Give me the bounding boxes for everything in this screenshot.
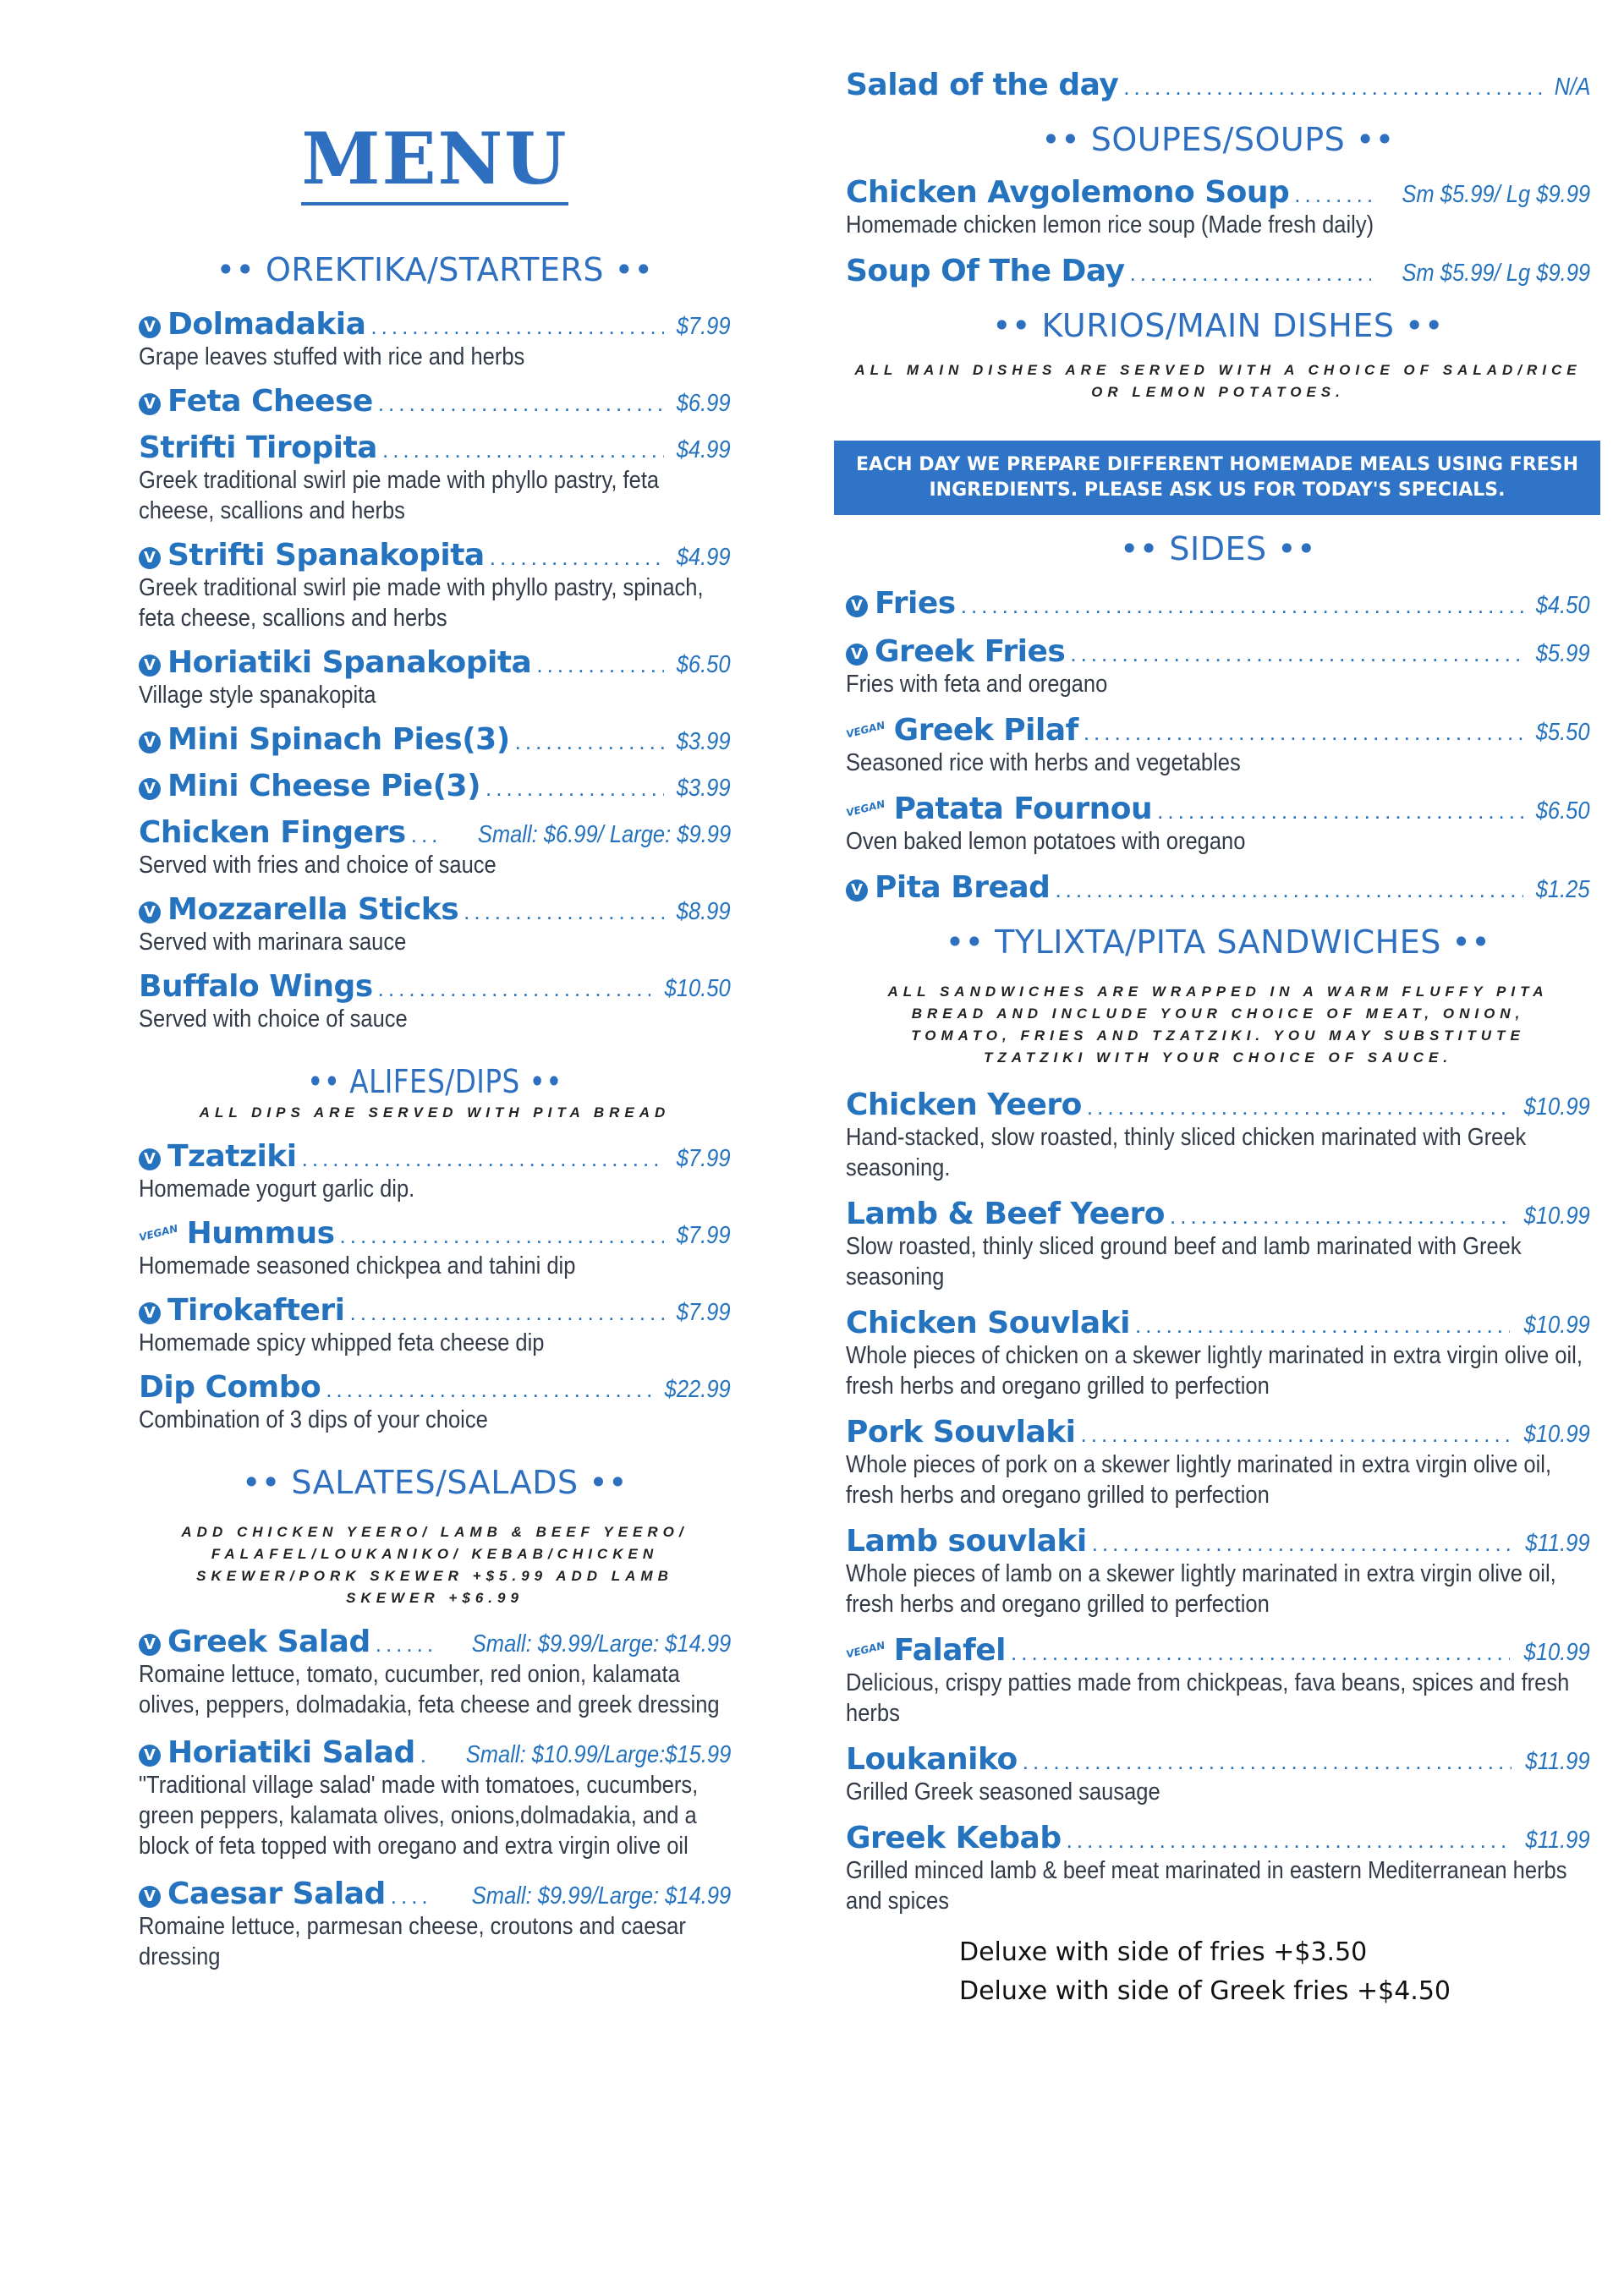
item-line [846, 1821, 1590, 1855]
leader-dots [515, 729, 665, 755]
item-price: N/A [1554, 74, 1590, 101]
item-description: Whole pieces of chicken on a skewer lightly marinated in extra virgin olive oil, fresh herbs and oregano grilled to perfection [846, 1342, 1583, 1400]
sides-list [846, 586, 1590, 905]
item-name: Chicken Avgolemono Soup [846, 175, 1290, 210]
item-line [139, 1216, 731, 1251]
menu-item [139, 645, 731, 710]
menu-item [139, 307, 731, 372]
leader-dots [376, 1631, 431, 1658]
menu-item [139, 384, 731, 419]
item-description: Homemade seasoned chickpea and tahini dip [139, 1252, 576, 1280]
item-line [846, 1742, 1590, 1777]
item-name: Lamb souvlaki [846, 1524, 1087, 1559]
item-price: Small: $9.99/Large: $14.99 [471, 1882, 731, 1910]
item-name: Loukaniko [846, 1742, 1018, 1777]
mains-note: ALL MAIN DISHES ARE SERVED WITH A CHOICE OF SALAD/RICE OR LEMON POTATOES. [854, 362, 1582, 400]
leader-dots [340, 1223, 665, 1249]
menu-item [139, 1877, 731, 1972]
item-line [139, 538, 731, 573]
leader-dots [486, 775, 664, 802]
item-price: $10.50 [664, 975, 731, 1002]
vegetarian-badge-icon: V [139, 655, 161, 677]
menu-item [846, 1821, 1590, 1916]
item-line [846, 1088, 1590, 1122]
item-price: Sm $5.99/ Lg $9.99 [1402, 181, 1590, 208]
item-price: $5.99 [1536, 640, 1590, 667]
item-name: Chicken Fingers [139, 815, 406, 850]
menu-item [846, 1742, 1590, 1807]
item-line [139, 1370, 731, 1405]
leader-dots [1157, 798, 1523, 825]
section-heading-starters: •• OREKTIKA/STARTERS •• [216, 251, 654, 288]
leader-dots [326, 1377, 650, 1403]
item-line [139, 1293, 731, 1328]
vegetarian-badge-icon: V [139, 547, 161, 569]
item-name: Feta Cheese [167, 384, 373, 419]
leader-dots [536, 652, 664, 678]
section-heading-salads: •• SALATES/SALADS •• [241, 1464, 628, 1501]
menu-item [846, 1633, 1590, 1729]
item-description: Romaine lettuce, tomato, cucumber, red onion, kalamata olives, peppers, dolmadakia, feta cheese and greek dressing [139, 1661, 720, 1718]
item-name: Buffalo Wings [139, 969, 373, 1004]
vegetarian-badge-icon: V [139, 316, 161, 338]
leader-dots [382, 437, 664, 463]
menu-item [846, 1306, 1590, 1401]
item-name: Dip Combo [139, 1370, 321, 1405]
menu-item [139, 1625, 731, 1720]
item-name: Dolmadakia [167, 307, 366, 342]
menu-item [846, 175, 1590, 240]
item-price: $10.99 [1523, 1639, 1590, 1666]
item-line [846, 254, 1590, 288]
item-description: Slow roasted, thinly sliced ground beef and lamb marinated with Greek seasoning [846, 1233, 1522, 1290]
vegetarian-badge-icon: V [139, 1634, 161, 1656]
item-line [139, 384, 731, 419]
menu-item [139, 538, 731, 633]
item-line [139, 722, 731, 757]
item-name: Falafel [893, 1633, 1006, 1668]
menu-item [139, 1293, 731, 1358]
item-line [139, 645, 731, 680]
item-name: Greek Kebab [846, 1821, 1062, 1855]
item-description: Greek traditional swirl pie made with phyllo pastry, feta cheese, scallions and herbs [139, 467, 660, 524]
vegetarian-badge-icon: V [846, 879, 868, 901]
item-description: Seasoned rice with herbs and vegetables [846, 749, 1241, 776]
leader-dots [1084, 720, 1524, 746]
left-column [139, 0, 731, 1972]
right-column [846, 0, 1590, 2011]
item-name: Greek Pilaf [893, 713, 1078, 748]
section-heading-mains: •• KURIOS/MAIN DISHES •• [992, 307, 1444, 344]
vegetarian-badge-icon: V [139, 1886, 161, 1908]
item-name: Chicken Souvlaki [846, 1306, 1130, 1340]
item-line [139, 815, 731, 850]
section-heading-sides: •• SIDES •• [1119, 530, 1317, 567]
item-price: $11.99 [1525, 1748, 1590, 1775]
vegetarian-badge-icon: V [139, 1302, 161, 1324]
vegetarian-badge-icon: V [846, 595, 868, 617]
item-line [846, 713, 1590, 748]
leader-dots [1070, 641, 1523, 667]
leader-dots [1170, 1203, 1510, 1230]
leader-dots [490, 545, 665, 571]
menu-item [139, 769, 731, 803]
item-line [139, 307, 731, 342]
item-description: Combination of 3 dips of your choice [139, 1406, 488, 1433]
item-price: $3.99 [677, 775, 731, 802]
item-line [139, 1139, 731, 1174]
leader-dots [420, 1742, 425, 1768]
item-price: $10.99 [1523, 1203, 1590, 1230]
item-description: Grilled Greek seasoned sausage [846, 1778, 1160, 1806]
item-name: Lamb & Beef Yeero [846, 1197, 1166, 1231]
menu-item [139, 722, 731, 757]
menu-item [139, 1735, 731, 1861]
leader-dots [1294, 182, 1371, 208]
vegan-badge-icon: VEGAN [844, 719, 886, 741]
leader-dots [350, 1300, 665, 1326]
item-price: $3.99 [677, 728, 731, 755]
item-line [846, 175, 1590, 210]
leader-dots [1081, 1422, 1511, 1448]
leader-dots [1023, 1749, 1512, 1775]
leader-dots [1092, 1531, 1512, 1557]
item-description: Homemade chicken lemon rice soup (Made fresh daily) [846, 211, 1374, 238]
item-name: Horiatiki Salad [167, 1735, 415, 1770]
leader-dots [464, 899, 664, 925]
salads-list [139, 1625, 731, 1972]
item-description: Grilled minced lamb & beef meat marinated in eastern Mediterranean herbs and spices [846, 1857, 1567, 1915]
item-description: Served with choice of sauce [139, 1006, 408, 1033]
dips-note: ALL DIPS ARE SERVED WITH PITA BREAD [199, 1104, 671, 1121]
item-name: Greek Salad [167, 1625, 370, 1659]
menu-item [139, 430, 731, 526]
leader-dots [378, 391, 665, 417]
item-line [846, 1633, 1590, 1668]
item-price: $7.99 [677, 1145, 731, 1172]
vegetarian-badge-icon: V [139, 1148, 161, 1170]
menu-item [846, 1088, 1590, 1183]
menu-item [139, 815, 731, 880]
item-name: Hummus [186, 1216, 335, 1251]
menu-item [139, 1370, 731, 1435]
item-line [139, 969, 731, 1004]
item-description: Village style spanakopita [139, 682, 376, 709]
item-price: $7.99 [677, 1222, 731, 1249]
item-price: $6.99 [677, 390, 731, 417]
item-price: $4.50 [1536, 592, 1590, 619]
vegetarian-badge-icon: V [139, 732, 161, 753]
dips-list [139, 1139, 731, 1435]
vegetarian-badge-icon: V [139, 393, 161, 415]
item-line [846, 634, 1590, 669]
item-name: Tirokafteri [167, 1293, 345, 1328]
item-price: $10.99 [1523, 1421, 1590, 1448]
item-name: Caesar Salad [167, 1877, 386, 1911]
leader-dots [302, 1146, 665, 1172]
item-price: Small: $9.99/Large: $14.99 [471, 1630, 731, 1658]
item-name: Tzatziki [167, 1139, 297, 1174]
item-line [846, 1197, 1590, 1231]
item-line [846, 1415, 1590, 1449]
menu-item [846, 1197, 1590, 1292]
menu-item [846, 792, 1590, 857]
item-line [139, 430, 731, 465]
deluxe-greek-fries: Deluxe with side of Greek fries +$4.50 [959, 1976, 1451, 2006]
item-name: Strifti Tiropita [139, 430, 377, 465]
item-description: Served with marinara sauce [139, 929, 407, 956]
salads-note: ADD CHICKEN YEERO/ LAMB & BEEF YEERO/ FALAFEL/LOUKANIKO/ KEBAB/CHICKEN SKEWER/PORK SKEWER +$5.99 ADD LAMB SKEWER +$6.99 [181, 1524, 689, 1606]
item-description: Oven baked lemon potatoes with oregano [846, 828, 1246, 855]
item-description: Fries with feta and oregano [846, 671, 1108, 698]
item-line [846, 586, 1590, 621]
item-line [846, 792, 1590, 826]
leader-dots [1135, 1312, 1510, 1339]
vegetarian-badge-icon: V [139, 901, 161, 923]
menu-item [846, 254, 1590, 288]
item-name: Chicken Yeero [846, 1088, 1082, 1122]
item-name: Salad of the day [846, 68, 1119, 102]
item-name: Fries [875, 586, 956, 621]
item-price: $7.99 [677, 313, 731, 340]
leader-dots [411, 822, 438, 848]
item-name: Soup Of The Day [846, 254, 1125, 288]
item-description: Hand-stacked, slow roasted, thinly sliced chicken marinated with Greek seasoning. [846, 1124, 1527, 1181]
item-price: $5.50 [1536, 719, 1590, 746]
soups-list [846, 175, 1590, 288]
menu-item [846, 634, 1590, 699]
item-name: Mini Spinach Pies(3) [167, 722, 510, 757]
item-price: Small: $6.99/ Large: $9.99 [477, 821, 731, 848]
item-name: Mozzarella Sticks [167, 892, 459, 927]
item-line [139, 1877, 731, 1911]
leader-dots [391, 1883, 431, 1910]
item-price: $7.99 [677, 1299, 731, 1326]
item-price: Small: $10.99/Large:$15.99 [465, 1741, 731, 1768]
item-name: Strifti Spanakopita [167, 538, 485, 573]
item-line [139, 1735, 731, 1770]
item-price: $22.99 [664, 1376, 731, 1403]
item-description: Delicious, crispy patties made from chickpeas, fava beans, spices and fresh herbs [846, 1669, 1570, 1727]
item-description: Whole pieces of lamb on a skewer lightly marinated in extra virgin olive oil, fresh herbs and oregano grilled to perfection [846, 1560, 1556, 1618]
section-heading-soups: •• SOUPES/SOUPS •• [1041, 121, 1395, 158]
deluxe-options [959, 1933, 1590, 2011]
item-line [846, 1306, 1590, 1340]
item-line [139, 769, 731, 803]
item-price: $8.99 [677, 898, 731, 925]
menu-title: MENU [139, 117, 731, 200]
leader-dots [1123, 74, 1544, 101]
item-name: Pork Souvlaki [846, 1415, 1076, 1449]
item-price: $4.99 [677, 544, 731, 571]
item-line [139, 1625, 731, 1659]
item-description: Grape leaves stuffed with rice and herbs [139, 343, 525, 370]
item-description: "Traditional village salad' made with tomatoes, cucumbers, green peppers, kalamata olives, onions,dolmadakia, and a block of feta topped with oregano and extra virgin olive oil [139, 1772, 699, 1860]
section-heading-dips: •• ALIFES/DIPS •• [307, 1063, 562, 1100]
menu-item [846, 870, 1590, 905]
leader-dots [1011, 1640, 1510, 1666]
item-price: $1.25 [1536, 876, 1590, 903]
menu-item [139, 892, 731, 957]
vegetarian-badge-icon: V [139, 1745, 161, 1767]
item-description: Homemade spicy whipped feta cheese dip [139, 1329, 545, 1356]
item-name: Patata Fournou [893, 792, 1153, 826]
leader-dots [1067, 1827, 1512, 1854]
item-line [139, 892, 731, 927]
item-description: Whole pieces of pork on a skewer lightly marinated in extra virgin olive oil, fresh herbs and oregano grilled to perfection [846, 1451, 1552, 1509]
item-description: Served with fries and choice of sauce [139, 852, 497, 879]
starters-list [139, 307, 731, 1034]
vegan-badge-icon: VEGAN [844, 1639, 886, 1661]
leader-dots [370, 314, 664, 340]
leader-dots [1130, 260, 1371, 287]
item-price: $4.99 [677, 436, 731, 463]
item-price: $10.99 [1523, 1312, 1590, 1339]
salad-of-the-day [846, 68, 1590, 102]
item-name: Horiatiki Spanakopita [167, 645, 532, 680]
item-description: Greek traditional swirl pie made with phyllo pastry, spinach, feta cheese, scallions and herbs [139, 574, 704, 632]
vegetarian-badge-icon: V [846, 644, 868, 666]
item-price: $6.50 [1536, 797, 1590, 825]
menu-item [139, 1139, 731, 1204]
item-description: Homemade yogurt garlic dip. [139, 1175, 415, 1203]
vegan-badge-icon: VEGAN [844, 797, 886, 819]
menu-item [846, 586, 1590, 621]
item-price: $6.50 [677, 651, 731, 678]
menu-item [139, 969, 731, 1034]
item-name: Mini Cheese Pie(3) [167, 769, 481, 803]
item-name: Pita Bread [875, 870, 1051, 905]
item-price: $11.99 [1525, 1827, 1590, 1854]
menu-item [846, 713, 1590, 778]
sandwiches-note: ALL SANDWICHES ARE WRAPPED IN A WARM FLUFFY PITA BREAD AND INCLUDE YOUR CHOICE OF MEAT, ONION, TOMATO, FRIES AND TZATZIKI. YOU MAY SUBSTITUTE TZATZIKI WITH YOUR CHOICE OF SAUCE. [887, 984, 1549, 1066]
item-price: Sm $5.99/ Lg $9.99 [1402, 260, 1590, 287]
menu-item [846, 1415, 1590, 1510]
item-line [846, 1524, 1590, 1559]
section-heading-sandwiches: •• TYLIXTA/PITA SANDWICHES •• [945, 923, 1491, 961]
leader-dots [378, 976, 651, 1002]
leader-dots [1055, 877, 1523, 903]
sandwiches-list [846, 1088, 1590, 1916]
item-line [846, 870, 1590, 905]
deluxe-fries: Deluxe with side of fries +$3.50 [959, 1937, 1368, 1967]
item-description: Romaine lettuce, parmesan cheese, croutons and caesar dressing [139, 1913, 686, 1970]
item-price: $10.99 [1523, 1093, 1590, 1121]
leader-dots [961, 593, 1524, 619]
item-name: Greek Fries [875, 634, 1066, 669]
item-price: $11.99 [1525, 1530, 1590, 1557]
specials-banner: EACH DAY WE PREPARE DIFFERENT HOMEMADE MEALS USING FRESH INGREDIENTS. PLEASE ASK US FOR TODAY'S SPECIALS. [834, 441, 1600, 515]
menu-item [139, 1216, 731, 1281]
vegan-badge-icon: VEGAN [137, 1222, 179, 1244]
leader-dots [1087, 1094, 1510, 1121]
menu-item [846, 1524, 1590, 1619]
vegetarian-badge-icon: V [139, 778, 161, 800]
